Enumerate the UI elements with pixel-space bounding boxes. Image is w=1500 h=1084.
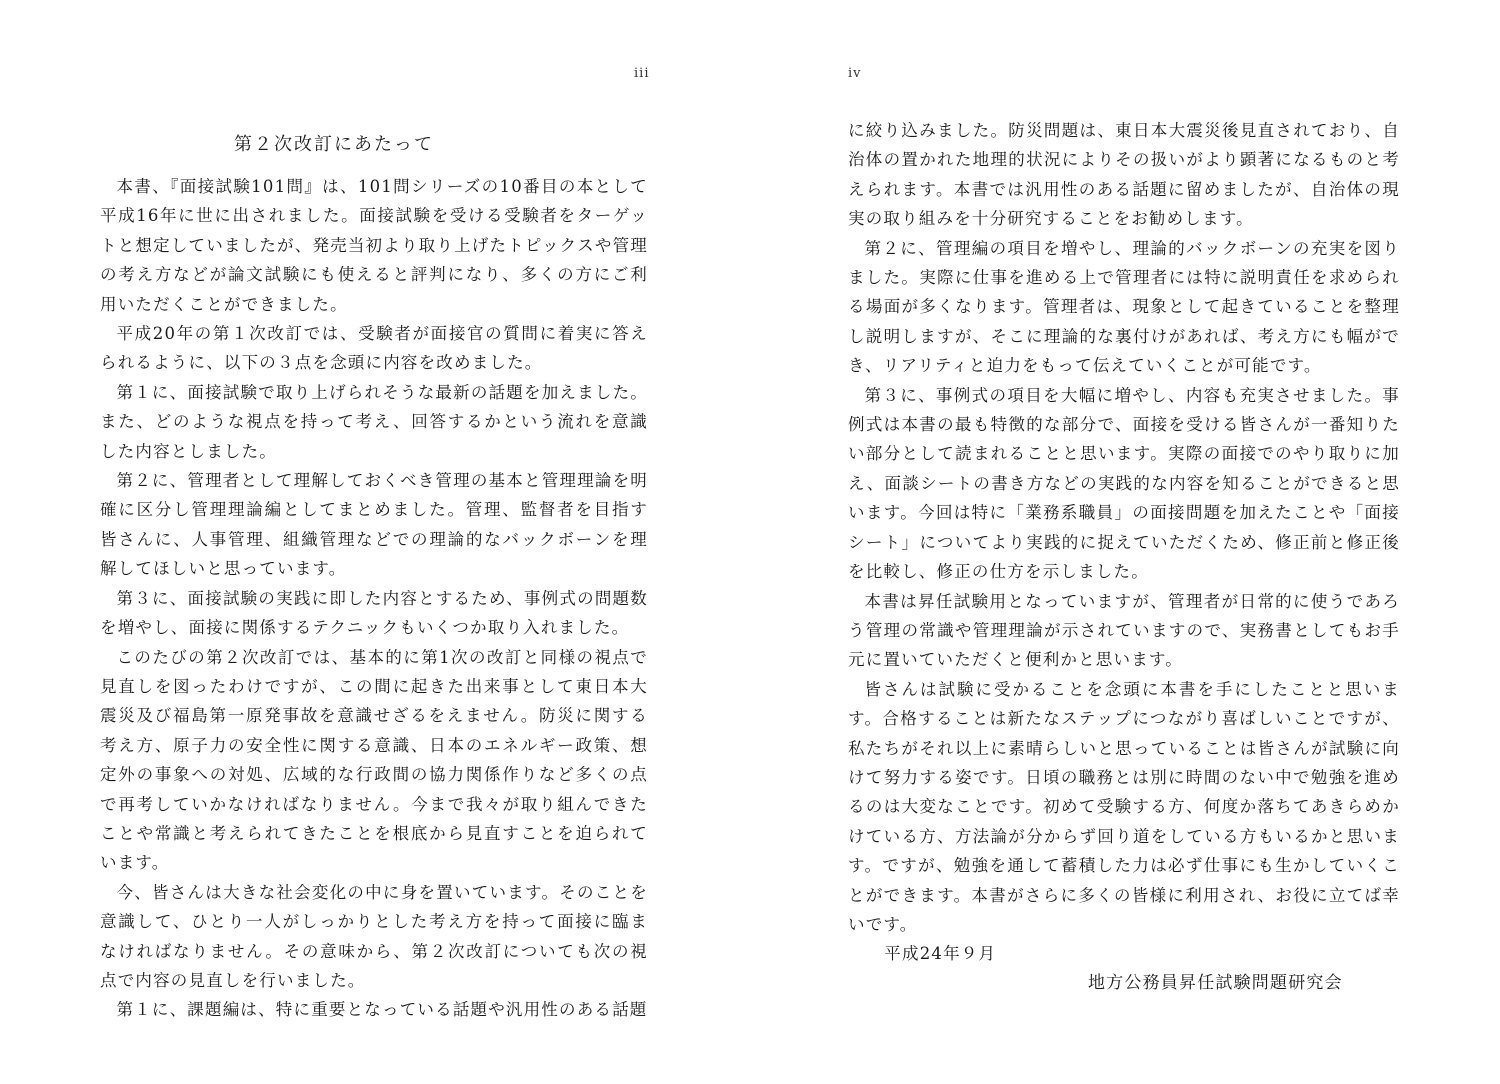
page-number-left: iii: [634, 66, 650, 81]
section-heading: [100, 130, 648, 156]
signature: 地方公務員昇任試験問題研究会: [1088, 973, 1343, 993]
paragraph: 第２に、管理編の項目を増やし、理論的バックボーンの充実を図りました。実際に仕事を進める上で管理者には特に説明責任を求められる場面が多くなります。管理者は、現象として起きていることを整理し説明しますが、そこに理論的な裏付けがあれば、考え方にも幅ができ、リアリティと迫力をもって伝えていくことが可能です。: [848, 238, 1400, 376]
paragraph: 皆さんは試験に受かることを念頭に本書を手にしたことと思います。合格することは新たなステップにつながり喜ばしいことですが、私たちがそれ以上に素晴らしいと思っていることは皆さんが試験に向けて努力する姿です。日頃の職務とは別に時間のない中で勉強を進めるのは大変なことです。初めて受験する方、何度か落ちてあきらめかけている方、方法論が分からず回り道をしている方もいるかと思います。ですが、勉強を通して蓄積した力は必ず仕事にも生かしていくことができます。本書がさらに多くの皆様に利用され、お役に立てば幸いです。: [848, 679, 1400, 934]
paragraph: 本書、『面接試験101問』は、101問シリーズの10番目の本として平成16年に世に出されました。面接試験を受ける受験者をターゲットと想定していましたが、発売当初より取り上げたトピックスや管理の考え方などが論文試験にも使えると評判になり、多くの方にご利用いただくことができました。: [100, 177, 648, 314]
paragraph: に絞り込みました。防災問題は、東日本大震災後見直されており、自治体の置かれた地理的状況によりその扱いがより顕著になるものと考えられます。本書では汎用性のある話題に留めましたが、自治体の現実の取り組みを十分研究することをお勧めします。: [848, 121, 1400, 229]
right-page: [750, 0, 1500, 1084]
right-text-block: [848, 116, 1400, 969]
paragraph: 第１に、面接試験で取り上げられそうな最新の話題を加えました。また、どのような視点を持って考え、回答するかという流れを意識した内容としました。: [100, 382, 648, 461]
paragraph: 本書は昇任試験用となっていますが、管理者が日常的に使うであろう管理の常識や管理理論が示されていますので、実務書としてもお手元に置いていただくと便利かと思います。: [848, 591, 1400, 670]
paragraph: 第１に、課題編は、特に重要となっている話題や汎用性のある話題: [116, 1000, 648, 1020]
paragraph: 第２に、管理者として理解しておくべき管理の基本と管理理論を明確に区分し管理理論編としてまとめました。管理、監督者を目指す皆さんに、人事管理、組織管理などでの理論的なバックボーンを理解してほしいと思っています。: [100, 471, 648, 579]
paragraph: 第３に、事例式の項目を大幅に増やし、内容も充実させました。事例式は本書の最も特徴的な部分で、面接を受ける皆さんが一番知りたい部分として読まれることと思います。実際の面接でのやり取りに加え、面談シートの書き方などの実践的な内容を知ることができると思います。今回は特に「業務系職員」の面接問題を加えたことや「面接シート」についてより実践的に捉えていただくため、修正前と修正後を比較し、修正の仕方を示しました。: [848, 385, 1400, 582]
date-line: 平成24年９月: [884, 944, 997, 964]
paragraph: このたびの第２次改訂では、基本的に第1次の改訂と同様の視点で見直しを図ったわけですが、この間に起きた出来事として東日本大震災及び福島第一原発事故を意識せざるをえません。防災に関する考え方、原子力の安全性に関する意識、日本のエネルギー政策、想定外の事象への対処、広域的な行政間の協力関係作りなど多くの点で再考していかなければなりません。今まで我々が取り組んできたことや常識と考えられてきたことを根底から見直すことを迫られています。: [100, 647, 648, 873]
heading-text: 第２次改訂にあたって: [234, 134, 434, 155]
paragraph: 平成20年の第１次改訂では、受験者が面接官の質問に着実に答えられるように、以下の３点を念頭に内容を改めました。: [100, 324, 648, 373]
left-text-block: [100, 172, 648, 1025]
page-number-right: iv: [848, 66, 862, 81]
paragraph: 第３に、面接試験の実践に即した内容とするため、事例式の問題数を増やし、面接に関係するテクニックもいくつか取り入れました。: [100, 588, 648, 638]
paragraph: 今、皆さんは大きな社会変化の中に身を置いています。そのことを意識して、ひとり一人がしっかりとした考え方を持って面接に臨まなければなりません。その意味から、第２次改訂についても次の視点で内容の見直しを行いました。: [100, 882, 648, 990]
